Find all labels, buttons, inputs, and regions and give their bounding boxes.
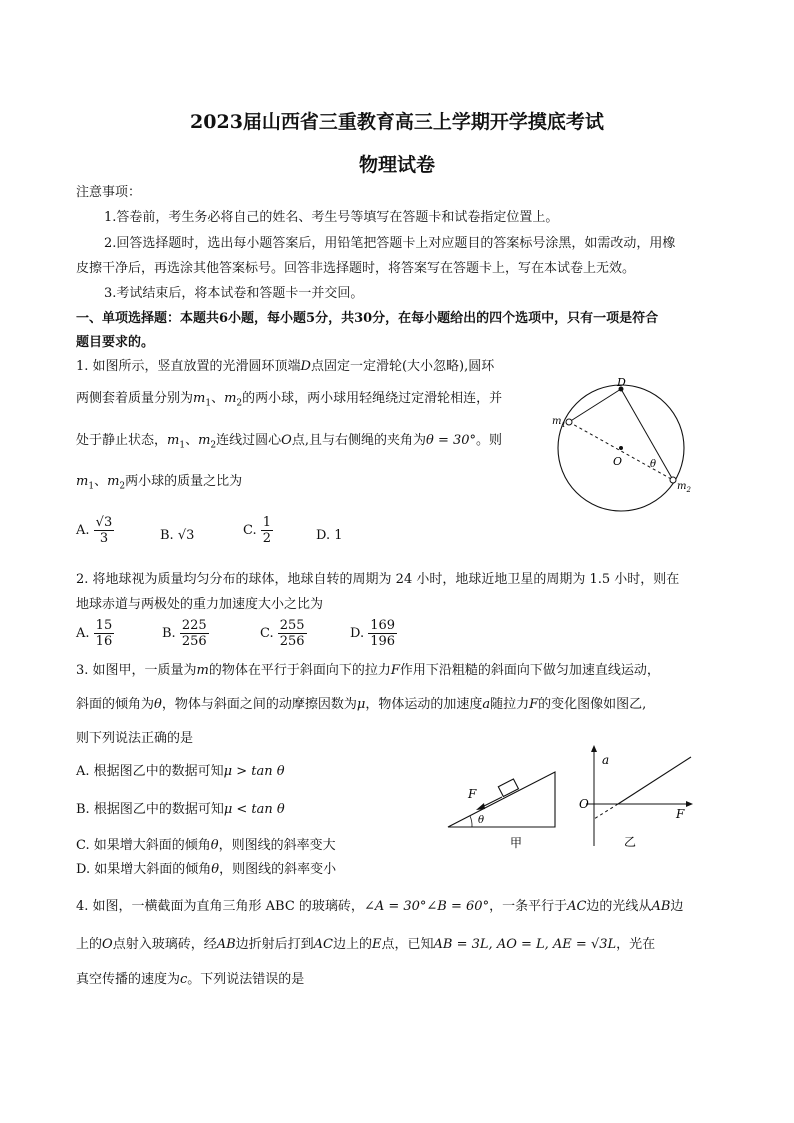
center-point — [619, 446, 623, 450]
q3-option-d: D. 如果增大斜面的倾角θ，则图线的斜率变小 — [76, 862, 337, 877]
q4-line2: 上的O点射入玻璃砖，经AB边折射后打到AC边上的E点，已知AB = 3L, AO = L, AE = √3L，光在 — [76, 937, 656, 952]
label-theta: θ — [478, 815, 485, 826]
q3-incline-figure — [440, 760, 570, 855]
notice-item-2b: 皮擦干净后，再选涂其他答案标号。回答非选择题时，将答案写在答题卡上，写在本试卷上无效。 — [76, 261, 636, 276]
q2-option-c: C. $\frac{255}{256}$ — [260, 618, 305, 649]
notice-heading: 注意事项： — [76, 185, 142, 200]
q2-option-d: D. $\frac{169}{196}$ — [350, 618, 396, 649]
page-subtitle: 物理试卷 — [358, 154, 435, 176]
label-D: D — [617, 376, 626, 389]
q1-circle-figure — [550, 372, 700, 517]
label-a: a — [602, 753, 610, 767]
graph-line — [618, 757, 691, 804]
q3-graph-figure — [572, 742, 702, 854]
q3-line2: 斜面的倾角为θ，物体与斜面之间的动摩擦因数为μ，物体运动的加速度a随拉力F的变化图像如图乙, — [76, 697, 647, 712]
page-title: 2023届山西省三重教育高三上学期开学摸底考试 — [190, 111, 604, 133]
label-theta: θ — [650, 459, 657, 470]
q4-line1: 4. 如图，一横截面为直角三角形 ABC 的玻璃砖，∠A = 30°∠B = 60°，一条平行于AC边的光线从AB边 — [76, 899, 684, 914]
label-yi: 乙 — [624, 835, 637, 849]
notice-item-2a: 2.回答选择题时，选出每小题答案后，用铅笔把答题卡上对应题目的答案标号涂黑，如需改动，用橡 — [104, 236, 676, 251]
block — [498, 779, 518, 797]
angle-arc — [470, 816, 472, 827]
center-line — [569, 422, 673, 480]
label-F-axis: F — [676, 807, 685, 821]
label-F: F — [468, 787, 477, 801]
q1-line2: 两侧套着质量分别为$m_1$、$m_2$的两小球，两小球用轻绳绕过定滑轮相连，并 — [76, 391, 503, 409]
label-O: O — [613, 455, 623, 468]
q2-option-b: B. $\frac{225}{256}$ — [162, 618, 207, 649]
q4-line3: 真空传播的速度为c。下列说法错误的是 — [76, 972, 305, 987]
q1-option-b: B. √3 — [160, 528, 195, 543]
incline-triangle — [448, 772, 555, 827]
q3-line3: 则下列说法正确的是 — [76, 731, 194, 746]
q3-option-c: C. 如果增大斜面的倾角θ，则图线的斜率变大 — [76, 838, 336, 853]
q3-option-a: A. 根据图乙中的数据可知μ > tan θ — [76, 764, 285, 779]
q1-option-a: A. $\frac{√3}{3}$ — [76, 515, 113, 546]
label-O: O — [579, 797, 589, 811]
q2-option-a: A. $\frac{15}{16}$ — [76, 618, 113, 649]
q1-line4: $m_1$、$m_2$两小球的质量之比为 — [76, 474, 243, 492]
ball-m1 — [566, 419, 572, 425]
q2-line1: 2. 将地球视为质量均匀分布的球体，地球自转的周期为 24 小时，地球近地卫星的周期为 1.5 小时，则在 — [76, 572, 680, 587]
q3-option-b: B. 根据图乙中的数据可知μ < tan θ — [76, 802, 285, 817]
left-rope — [569, 389, 621, 422]
q1-line1: 1. 如图所示，竖直放置的光滑圆环顶端D点固定一定滑轮(大小忽略),圆环 — [76, 359, 495, 374]
q2-line2: 地球赤道与两极处的重力加速度大小之比为 — [76, 597, 324, 612]
ball-m2 — [670, 477, 676, 483]
q1-option-d: D. 1 — [316, 528, 343, 543]
section-heading-line2: 题目要求的。 — [76, 335, 155, 350]
section-heading-line1: 一、单项选择题：本题共6小题，每小题5分，共30分，在每小题给出的四个选项中，只有一项是符合 — [76, 311, 659, 326]
notice-item-3: 3.考试结束后，将本试卷和答题卡一并交回。 — [104, 286, 364, 301]
label-jia: 甲 — [510, 836, 523, 850]
graph-extension — [594, 804, 618, 819]
label-m1: $m_1$ — [552, 416, 566, 429]
label-m2: $m_2$ — [677, 481, 691, 494]
notice-item-1: 1.答卷前，考生务必将自己的姓名、考生号等填写在答题卡和试卷指定位置上。 — [104, 210, 559, 225]
q1-option-c: C. $\frac{1}{2}$ — [243, 515, 272, 546]
q1-line3: 处于静止状态，$m_1$、$m_2$连线过圆心O点,且与右侧绳的夹角为θ = 30°。则 — [76, 433, 503, 451]
q3-line1: 3. 如图甲，一质量为m的物体在平行于斜面向下的拉力F作用下沿粗糙的斜面向下做匀加速直线运动， — [76, 663, 660, 678]
